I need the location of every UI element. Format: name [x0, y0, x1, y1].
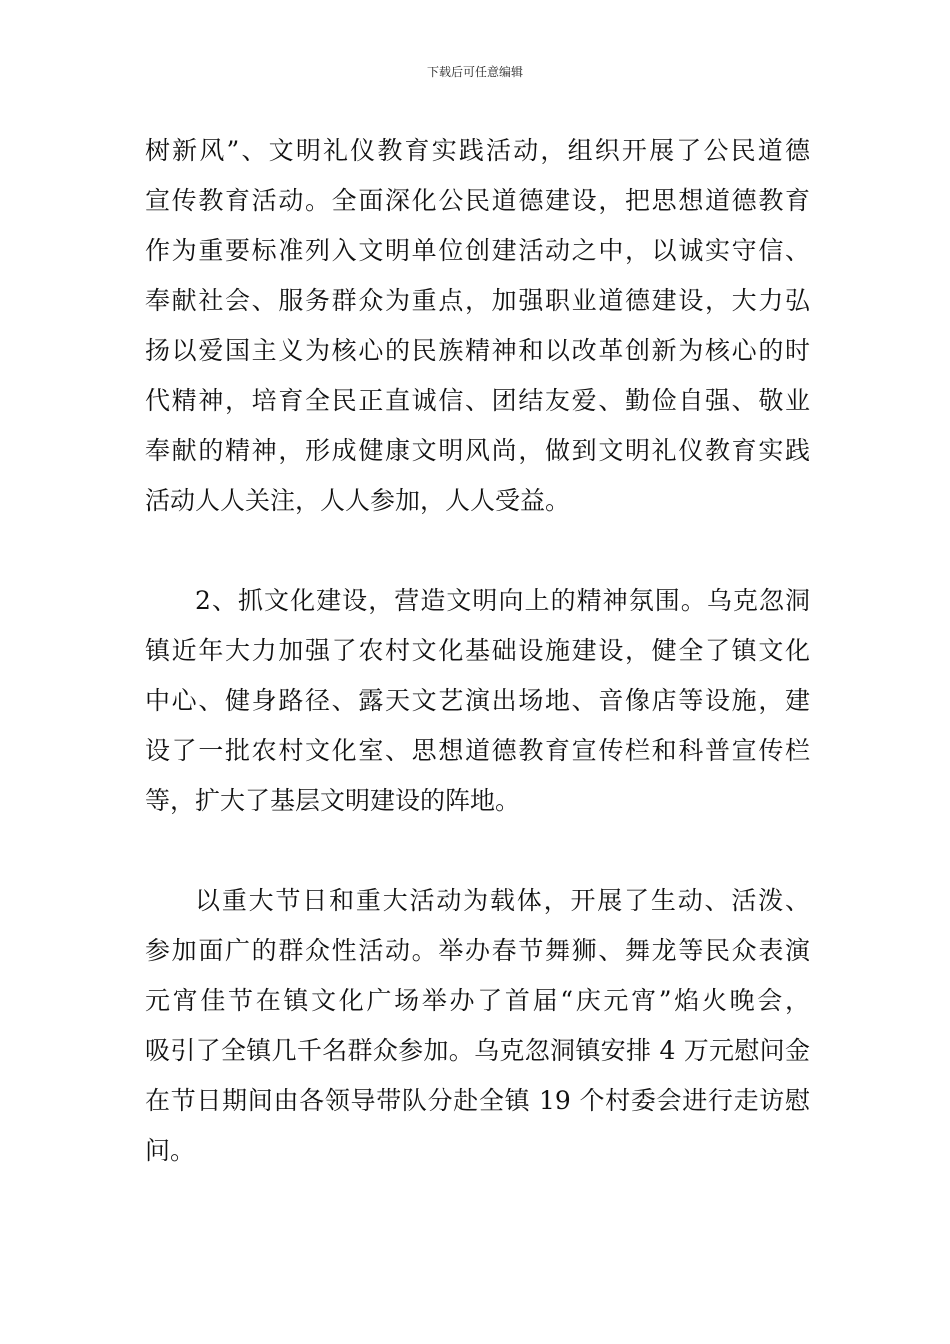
text-line: 以重大节日和重大活动为载体，开展了生动、活泼、 — [195, 886, 810, 915]
text-line: 奉献的精神，形成健康文明风尚，做到文明礼仪教育实践 — [145, 436, 810, 465]
text-line: 问。 — [145, 1136, 196, 1165]
paragraph-spacer — [145, 526, 810, 576]
text-line: 奉献社会、服务群众为重点，加强职业道德建设，大力弘 — [145, 286, 810, 315]
paragraph-3 — [145, 876, 810, 1176]
text-line: 参加面广的群众性活动。举办春节舞狮、舞龙等民众表演 — [145, 936, 810, 965]
text-line: 镇近年大力加强了农村文化基础设施建设，健全了镇文化 — [145, 636, 810, 665]
text-line: 等，扩大了基层文明建设的阵地。 — [145, 786, 521, 815]
text-line: 树新风”、文明礼仪教育实践活动，组织开展了公民道德 — [145, 136, 810, 165]
text-line: 中心、健身路径、露天文艺演出场地、音像店等设施，建 — [145, 686, 810, 715]
text-line: 宣传教育活动。全面深化公民道德建设，把思想道德教育 — [145, 186, 810, 215]
text-line: 设了一批农村文化室、思想道德教育宣传栏和科普宣传栏 — [145, 736, 810, 765]
text-line: 吸引了全镇几千名群众参加。乌克忽洞镇安排 4 万元慰问金 — [145, 1036, 810, 1065]
text-line: 在节日期间由各领导带队分赴全镇 19 个村委会进行走访慰 — [145, 1086, 810, 1115]
text-line: 代精神，培育全民正直诚信、团结友爱、勤俭自强、敬业 — [145, 386, 810, 415]
text-line: 活动人人关注，人人参加，人人受益。 — [145, 486, 571, 515]
text-line: 作为重要标准列入文明单位创建活动之中，以诚实守信、 — [145, 236, 810, 265]
paragraph-spacer — [145, 826, 810, 876]
text-line: 元宵佳节在镇文化广场举办了首届“庆元宵”焰火晚会， — [145, 986, 810, 1015]
document-body — [145, 126, 810, 1176]
text-line: 2、抓文化建设，营造文明向上的精神氛围。乌克忽洞 — [195, 586, 810, 615]
paragraph-2 — [145, 576, 810, 826]
paragraph-1 — [145, 126, 810, 526]
text-line: 扬以爱国主义为核心的民族精神和以改革创新为核心的时 — [145, 336, 810, 365]
page-header: 下载后可任意编辑 — [426, 65, 523, 79]
